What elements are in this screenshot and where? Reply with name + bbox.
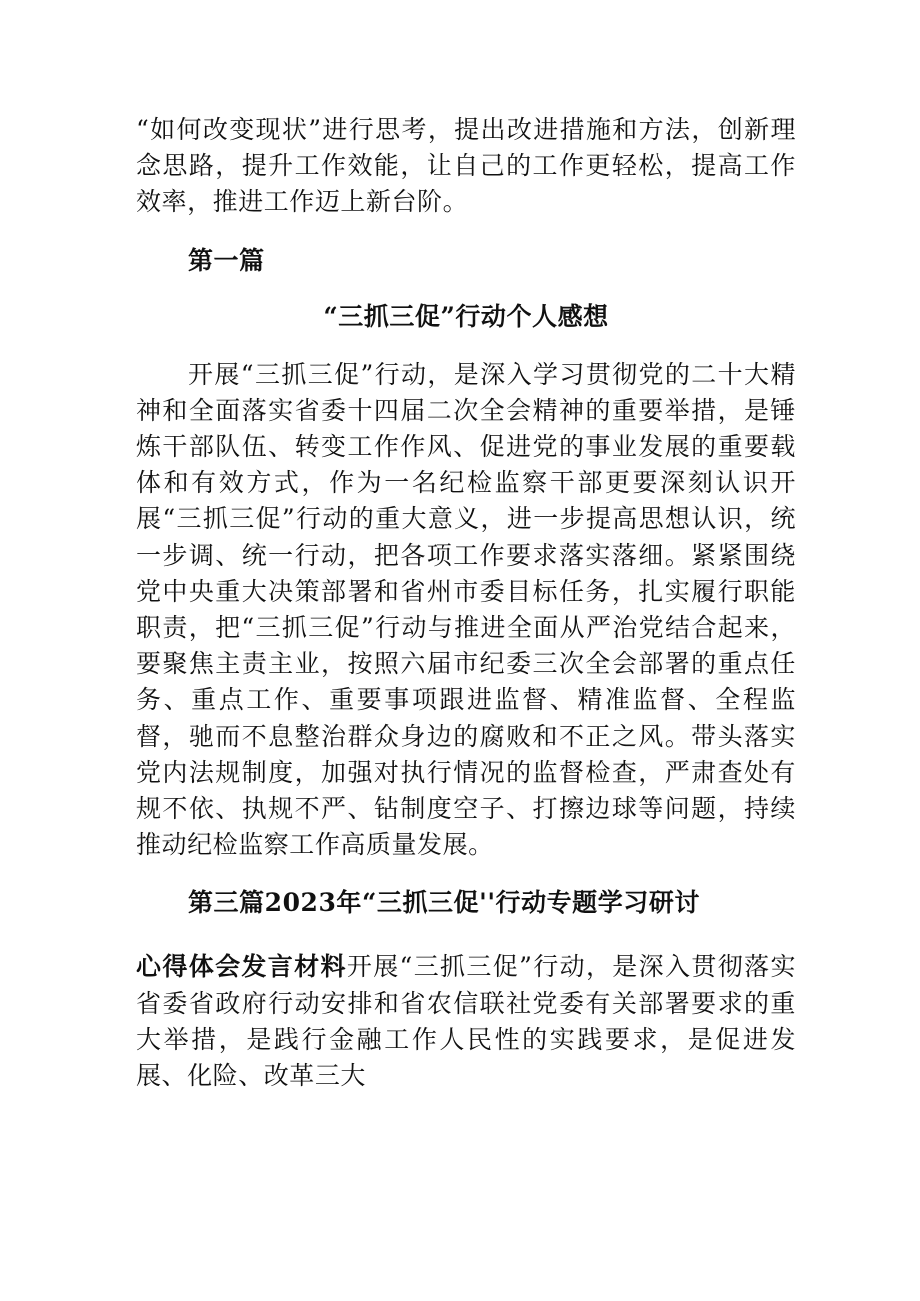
section3-paragraph [136, 949, 796, 1094]
section3-body: 开展“三抓三促”行动，是深入贯彻落实省委省政府行动安排和省农信联社党委有关部署要求的重大举措，是践行金融工作人民性的实践要求，是促进发展、化险、改革三大 [136, 952, 796, 1091]
section1-title: “三抓三促”行动个人感想 [323, 301, 609, 331]
section1-body: 开展“三抓三促”行动，是深入学习贯彻党的二十大精神和全面落实省委十四届二次全会精神的重要举措，是锤炼干部队伍、转变工作作风、促进党的事业发展的重要载体和有效方式，作为一名纪检监察干部更要深刻认识开展“三抓三促”行动的重大意义，进一步提高思想认识，统一步调、统一行动，把各项工作要求落实落细。紧紧围绕党中央重大决策部署和省州市委目标任务，扎实履行职能职责，把“三抓三促”行动与推进全面从严治党结合起来，要聚焦主责主业，按照六届市纪委三次全会部署的重点任务、重点工作、重要事项跟进监督、精准监督、全程监督，驰而不息整治群众身边的腐败和不正之风。带头落实党内法规制度，加强对执行情况的监督检查，严肃查处有规不依、执规不严、钻制度空子、打擦边球等问题，持续推动纪检监察工作高质量发展。 [136, 359, 796, 860]
document-page [136, 112, 796, 1094]
section3-lead: 心得体会发言材料 [136, 952, 347, 982]
section3-heading: 第三篇2023年“三抓三促''行动专题学习研讨 [188, 888, 700, 918]
continuation-paragraph: “如何改变现状”进行思考，提出改进措施和方法，创新理念思路，提升工作效能，让自己的工作更轻松，提高工作效率，推进工作迈上新台阶。 [136, 115, 796, 217]
section1-heading: 第一篇 [188, 245, 265, 275]
